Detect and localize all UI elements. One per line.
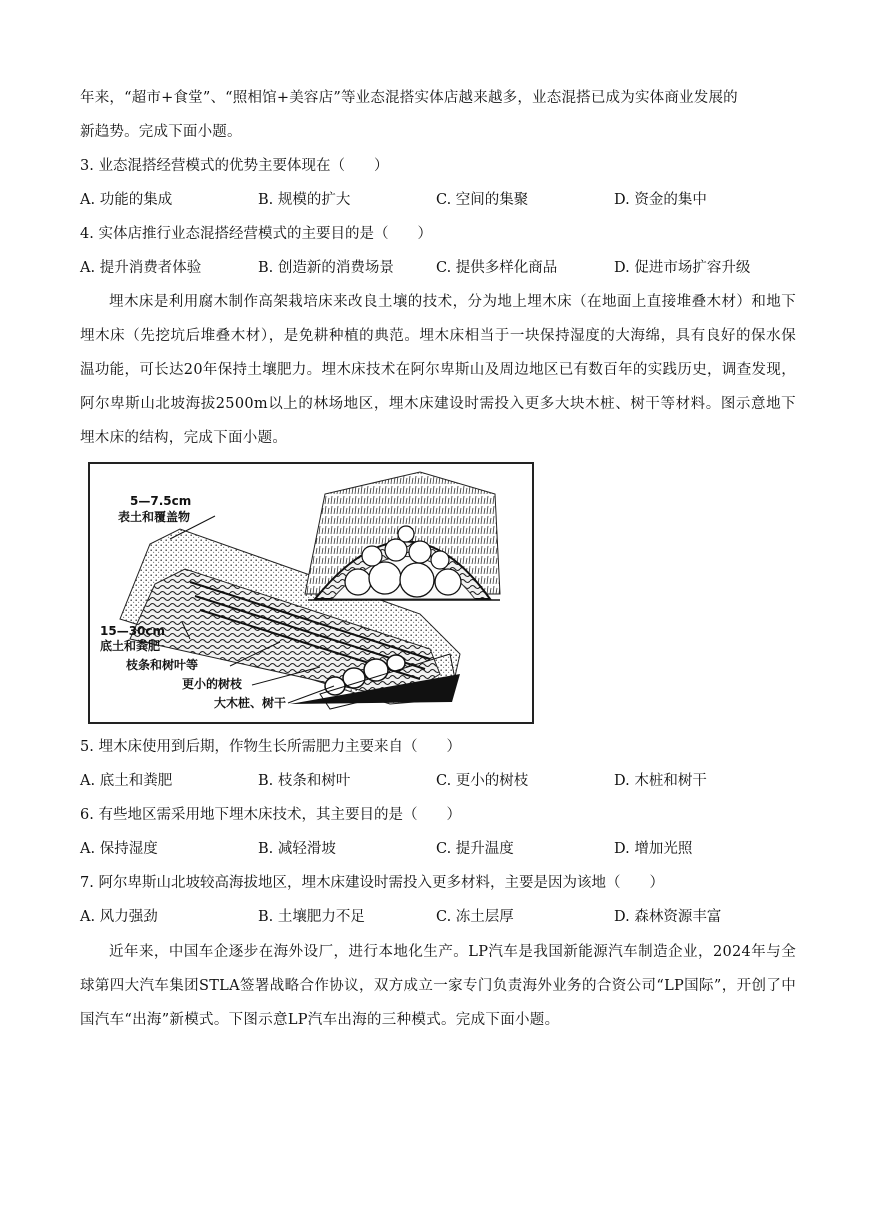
label-subsoil-manure: 底土和粪肥: [100, 639, 161, 653]
question-7-option-c: C. 冻土层厚: [436, 909, 514, 925]
figure-buried-wood-bed-structure: [88, 462, 534, 724]
question-3-option-c: C. 空间的集聚: [436, 192, 529, 208]
question-4-option-d: D. 促进市场扩容升级: [614, 260, 751, 276]
question-5-stem: 5. 埋木床使用到后期，作物生长所需肥力主要来自（ ）: [80, 739, 461, 755]
label-topsoil-mulch: 表土和覆盖物: [118, 510, 191, 524]
question-6-option-c: C. 提升温度: [436, 841, 514, 857]
question-3-option-d: D. 资金的集中: [614, 192, 707, 208]
question-3-option-a: A. 功能的集成: [80, 192, 173, 208]
question-7-option-a: A. 风力强劲: [80, 909, 158, 925]
question-6-option-a: A. 保持湿度: [80, 841, 158, 857]
intro-continuation-line-2: 新趋势。完成下面小题。: [80, 124, 242, 140]
intro-continuation-line-1: 年来，“超市+食堂”、“照相馆+美容店”等业态混搭实体店越来越多，业态混搭已成为实体商业发展的: [80, 90, 738, 106]
passage-lp-auto-overseas: 近年来，中国车企逐步在海外设厂，进行本地化生产。LP汽车是我国新能源汽车制造企业，2024年与全球第四大汽车集团STLA签署战略合作协议，双方成立一家专门负责海外业务的合资公司“LP国际”，开创了中国汽车“出海”新模式。下图示意LP汽车出海的三种模式。完成下面小题。: [80, 944, 796, 1028]
question-4-options: [80, 258, 800, 278]
question-7-option-b: B. 土壤肥力不足: [258, 909, 365, 925]
label-topsoil-depth: 5—7.5cm: [130, 494, 192, 508]
question-6-options: [80, 839, 800, 859]
question-5-option-c: C. 更小的树枝: [436, 773, 529, 789]
question-7-options: [80, 907, 800, 927]
question-4-option-a: A. 提升消费者体验: [80, 260, 202, 276]
question-5-options: [80, 771, 800, 791]
question-6-option-d: D. 增加光照: [614, 841, 693, 857]
question-7-stem: 7. 阿尔卑斯山北坡较高海拔地区，埋木床建设时需投入更多材料，主要是因为该地（ ）: [80, 875, 664, 891]
question-6-stem: 6. 有些地区需采用地下埋木床技术，其主要目的是（ ）: [80, 807, 461, 823]
question-7-option-d: D. 森林资源丰富: [614, 909, 722, 925]
passage-buried-wood-bed: 埋木床是利用腐木制作高架栽培床来改良土壤的技术，分为地上埋木床（在地面上直接堆叠木材）和地下埋木床（先挖坑后堆叠木材），是免耕种植的典范。埋木床相当于一块保持湿度的大海绵，具有良好的保水保温功能，可长达20年保持土壤肥力。埋木床技术在阿尔卑斯山及周边地区已有数百年的实践历史，调查发现，阿尔卑斯山北坡海拔2500m以上的林场地区，埋木床建设时需投入更多大块木桩、树干等材料。图示意地下埋木床的结构，完成下面小题。: [80, 294, 796, 446]
question-3-option-b: B. 规模的扩大: [258, 192, 351, 208]
question-4-option-b: B. 创造新的消费场景: [258, 260, 394, 276]
question-5-option-a: A. 底土和粪肥: [80, 773, 173, 789]
label-smaller-twigs: 更小的树枝: [182, 677, 243, 691]
label-large-logs: 大木桩、树干: [214, 696, 287, 710]
question-4-option-c: C. 提供多样化商品: [436, 260, 558, 276]
label-subsoil-depth: 15—30cm: [100, 624, 166, 638]
question-5-option-d: D. 木桩和树干: [614, 773, 707, 789]
question-3-options: [80, 190, 800, 210]
question-4-stem: 4. 实体店推行业态混搭经营模式的主要目的是（ ）: [80, 226, 432, 242]
mound-cross-section: [305, 472, 500, 600]
label-branches-leaves: 枝条和树叶等: [126, 658, 199, 672]
question-5-option-b: B. 枝条和树叶: [258, 773, 351, 789]
question-3-stem: 3. 业态混搭经营模式的优势主要体现在（ ）: [80, 158, 389, 174]
question-6-option-b: B. 减轻滑坡: [258, 841, 336, 857]
